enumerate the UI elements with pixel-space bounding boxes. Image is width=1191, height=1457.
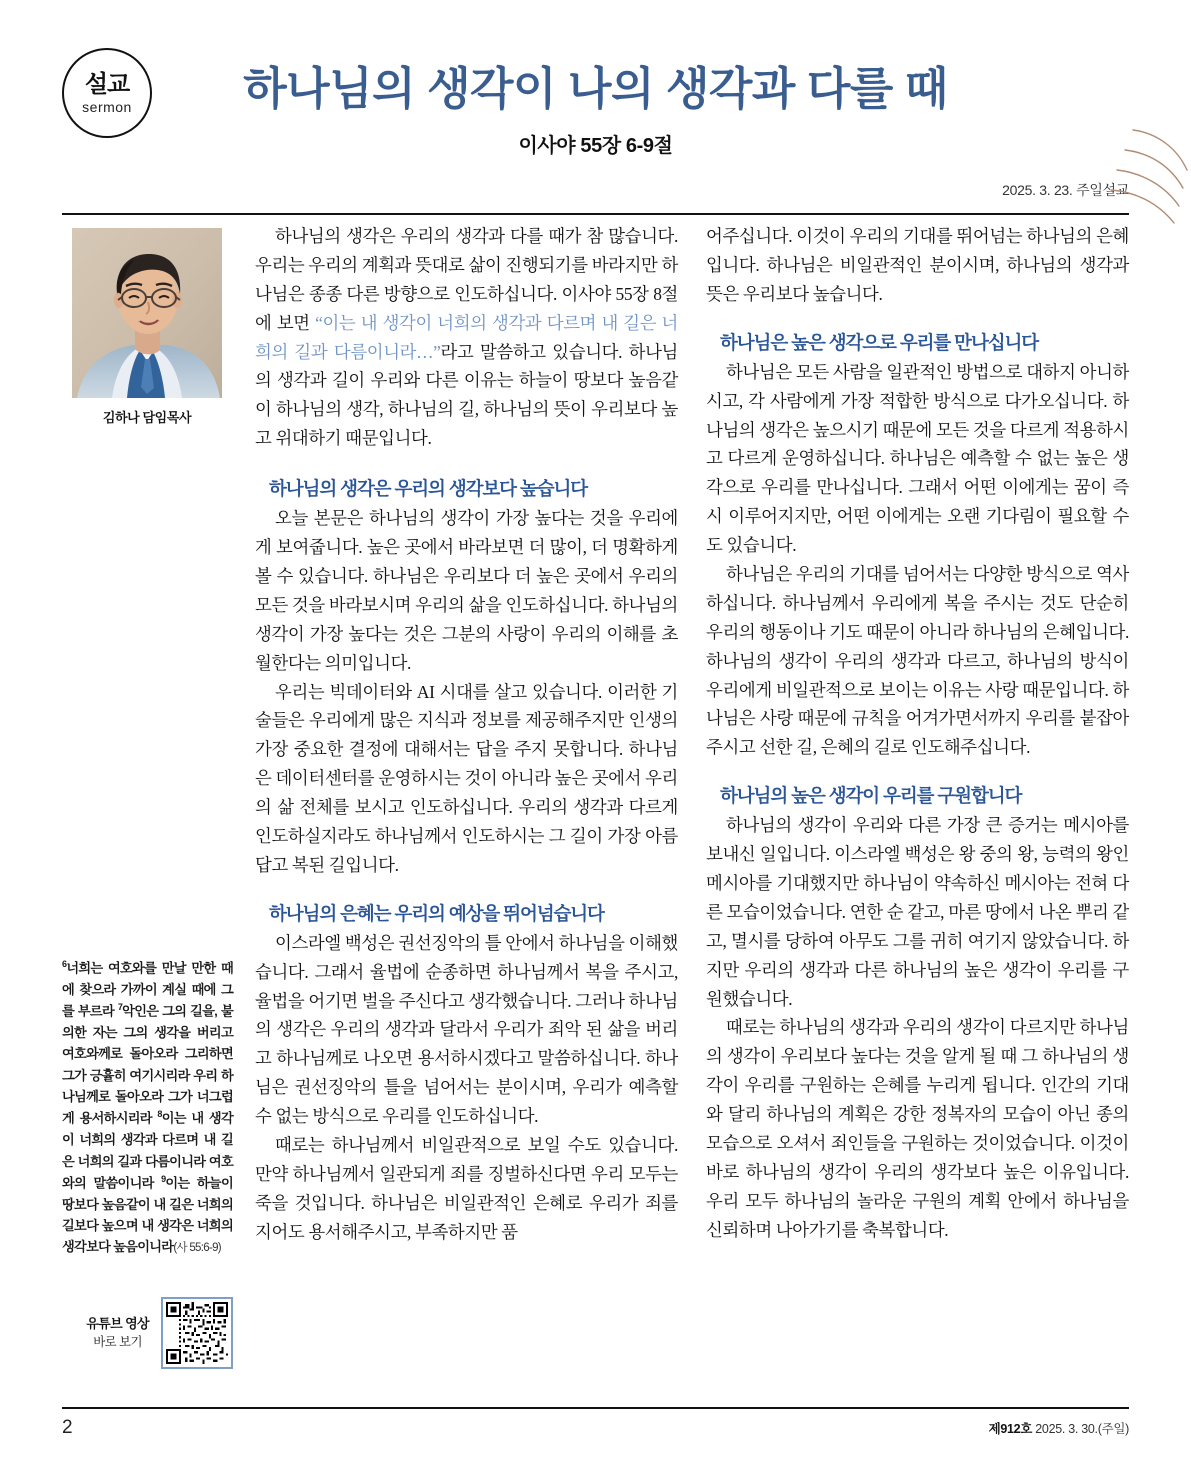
sermon-badge-english-label: sermon [82, 98, 132, 115]
page-footer [62, 1417, 1129, 1439]
intro-post-text: 라고 말씀하고 있습니다. 하나님의 생각과 길이 우리와 다른 이유는 하늘이 땅보다 높음같이 하나님의 생각, 하나님의 길, 하나님의 뜻이 우리보다 높고 위대하기 때문입니다. [255, 341, 678, 449]
column-1 [255, 222, 678, 1387]
column-2 [706, 222, 1129, 1387]
paragraph-7: 하나님은 우리의 기대를 넘어서는 다양한 방식으로 역사하십니다. 하나님께서 우리에게 복을 주시는 것도 단순히 우리의 행동이나 기도 때문이 아니라 하나님의 은혜입니다. 하나님의 생각이 우리의 생각과 다르고, 하나님의 방식이 우리에게 비일관적으로 보이는 이유는 사랑 때문입니다. 하나님은 사랑 때문에 규칙을 어겨가면서까지 우리를 붙잡아주시고 선한 길, 은혜의 길로 인도해주십니다. [706, 563, 1129, 758]
qr-label-line1: 유튜브 영상 [86, 1315, 149, 1331]
verse-text-9: 이는 하늘이 땅보다 높음같이 내 길은 너희의 길보다 높으며 내 생각은 너희의 생각보다 높음이니라 [62, 1175, 233, 1255]
verse-text-6: 너희는 여호와를 만날 만한 때에 찾으라 가까이 계실 때에 그를 부르라 [62, 960, 233, 1019]
paragraph-5: 어주십니다. 이것이 우리의 기대를 뛰어넘는 하나님의 은혜입니다. 하나님은 비일관적인 분이시며, 하나님의 생각과 뜻은 우리보다 높습니다. [706, 226, 1129, 304]
paragraph-4: 때로는 하나님께서 비일관적으로 보일 수도 있습니다. 만약 하나님께서 일관되게 죄를 징벌하신다면 우리 모두는 죽을 것입니다. 하나님은 비일관적인 은혜로 우리가 죄를 지어도 용서해주시고, 부족하지만 품 [255, 1135, 678, 1242]
paragraph-8: 하나님의 생각이 우리와 다른 가장 큰 증거는 메시아를 보내신 일입니다. 이스라엘 백성은 왕 중의 왕, 능력의 왕인 메시아를 기대했지만 하나님이 약속하신 메시아는 전혀 다른 모습이었습니다. 연한 순 같고, 마른 땅에서 나온 뿌리 같고, 멸시를 당하여 아무도 그를 귀히 여기지 않았습니다. 하지만 우리의 생각과 다른 하나님의 높은 생각이 우리를 구원했습니다. [706, 815, 1129, 1009]
section-heading-1: 하나님의 생각은 우리의 생각보다 높습니다 [269, 478, 588, 500]
paragraph-9: 때로는 하나님의 생각과 우리의 생각이 다르지만 하나님의 생각이 우리보다 높다는 것을 알게 될 때 그 하나님의 생각이 우리를 구원하는 은혜를 누리게 됩니다. 인간의 기대와 달리 하나님의 계획은 강한 정복자의 모습이 아닌 종의 모습으로 오셔서 죄인들을 구원하는 것이었습니다. 이것이 바로 하나님의 생각이 우리의 생각보다 높은 이유입니다. 우리 모두 하나님의 놀라운 구원의 계획 안에서 하나님을 신뢰하며 나아가기를 축복합니다. [706, 1017, 1129, 1240]
sermon-badge-korean-label: 설교 [84, 70, 130, 98]
paragraph-1: 오늘 본문은 하나님의 생각이 가장 높다는 것을 우리에게 보여줍니다. 높은 곳에서 바라보면 더 많이, 더 명확하게 볼 수 있습니다. 하나님은 우리보다 더 높은 곳에서 우리의 모든 것을 바라보시며 우리의 삶을 인도하십니다. 하나님의 생각이 가장 높다는 것은 그분의 사랑이 우리의 이해를 초월한다는 의미입니다. [255, 508, 678, 673]
issue-number: 제912호 [988, 1422, 1033, 1436]
verse-text-7: 악인은 그의 길을, 불의한 자는 그의 생각을 버리고 여호와께로 돌아오라 그리하면 그가 긍휼히 여기시리라 우리 하나님께로 돌아오라 그가 너그럽게 용서하시리라 [62, 1003, 233, 1126]
verse-number-7: 7 [117, 1002, 123, 1013]
paragraph-3: 이스라엘 백성은 권선징악의 틀 안에서 하나님을 이해했습니다. 그래서 율법에 순종하면 하나님께서 복을 주시고, 율법을 어기면 벌을 주신다고 생각했습니다. 그러나 하나님의 생각은 우리의 생각과 달라서 우리가 죄악 된 삶을 버리고 하나님께로 나오면 용서하시겠다고 말씀하십니다. 하나님은 권선징악의 틀을 넘어서는 분이시며, 우리가 예측할 수 없는 방식으로 우리를 인도하십니다. [255, 932, 678, 1127]
paragraph-intro [255, 222, 678, 453]
intro-scripture-quote: “이는 내 생각이 너희의 생각과 다르며 내 길은 너희의 길과 다름이니라…” [255, 312, 679, 362]
header-divider [62, 213, 1129, 215]
verse-number-6: 6 [62, 959, 67, 969]
section-heading-3: 하나님은 높은 생각으로 우리를 만나십니다 [720, 331, 1039, 353]
paragraph-6: 하나님은 모든 사람을 일관적인 방법으로 대하지 아니하시고, 각 사람에게 가장 적합한 방식으로 다가오십니다. 하나님의 생각은 높으시기 때문에 모든 것을 다르게 적용하시고 다르게 운영하십니다. 하나님은 예측할 수 없는 높은 생각으로 우리를 만나십니다. 그래서 어떤 이에게는 꿈이 즉시 이루어지지만, 어떤 이에게는 오랜 기다림이 필요할 수도 있습니다. [706, 361, 1129, 556]
section-heading-2: 하나님의 은혜는 우리의 예상을 뛰어넘습니다 [269, 902, 604, 924]
scripture-passage [62, 957, 233, 1258]
page-header [0, 0, 1191, 210]
sermon-badge [62, 48, 152, 138]
sermon-date: 2025. 3. 23. 주일설교 [1002, 182, 1129, 198]
text-columns [247, 222, 1129, 1387]
page-number: 2 [62, 1417, 73, 1438]
paragraph-2: 우리는 빅데이터와 AI 시대를 살고 있습니다. 이러한 기술들은 우리에게 많은 지식과 정보를 제공해주지만 인생의 가장 중요한 결정에 대해서는 답을 주지 못합니다. 하나님은 데이터센터를 운영하시는 것이 아니라 높은 곳에서 우리의 삶 전체를 보시고 인도하십니다. 우리의 생각과 다르게 인도하실지라도 하나님께서 인도하시는 그 길이 가장 아름답고 복된 길입니다. [255, 681, 678, 875]
issue-info [989, 1419, 1129, 1437]
title-block [170, 62, 1021, 158]
intro-pre-text: 하나님의 생각은 우리의 생각과 다를 때가 참 많습니다. 우리는 우리의 계획과 뜻대로 삶이 진행되기를 바라지만 하나님은 종종 다른 방향으로 인도하십니다. 이사야 55장 8절에 보면 [255, 226, 678, 333]
verse-text-8: 이는 내 생각이 너희의 생각과 다르며 내 길은 너희의 길과 다름이니라 여호와의 말씀이니라 [62, 1110, 234, 1191]
qr-code[interactable] [161, 1297, 233, 1369]
scripture-reference-subtitle: 이사야 55장 6-9절 [518, 135, 673, 158]
footer-divider [62, 1407, 1129, 1409]
sidebar [62, 222, 247, 1387]
verse-number-8: 8 [157, 1109, 162, 1120]
section-heading-4: 하나님의 높은 생각이 우리를 구원합니다 [720, 785, 1022, 807]
issue-date: 2025. 3. 30.(주일) [1035, 1422, 1129, 1436]
scripture-citation: (사 55:6-9) [173, 1242, 221, 1255]
youtube-qr-block[interactable] [62, 1297, 233, 1369]
pastor-photo [72, 228, 222, 398]
verse-number-9: 9 [161, 1173, 166, 1184]
page-title: 하나님의 생각이 나의 생각과 다를 때 [243, 63, 948, 114]
article-body [62, 222, 1129, 1387]
qr-label-line2: 바로 보기 [93, 1335, 142, 1350]
qr-label [86, 1315, 149, 1352]
photo-caption: 김하나 담임목사 [102, 410, 192, 425]
